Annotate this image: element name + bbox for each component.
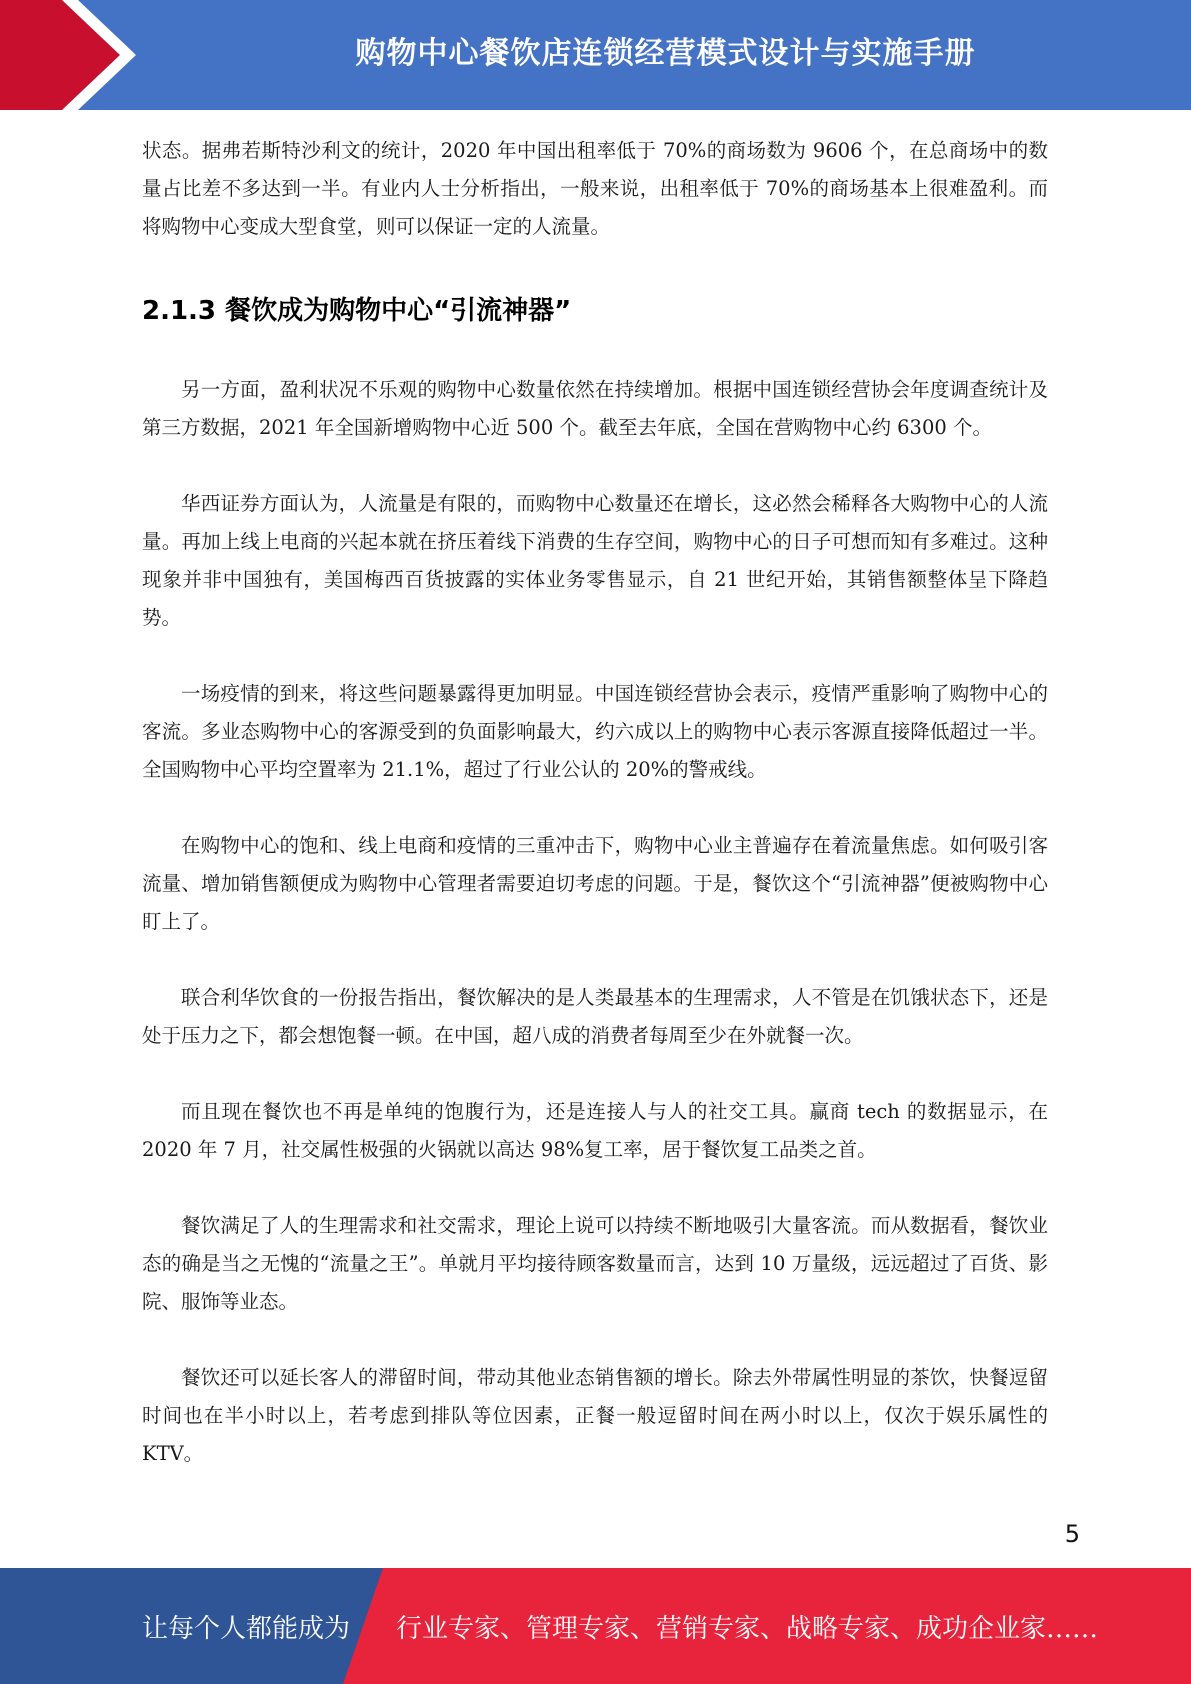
footer-slogan-right: 行业专家、管理专家、营销专家、战略专家、成功企业家…… bbox=[396, 1613, 1099, 1644]
page-footer bbox=[0, 1568, 1191, 1684]
body-paragraph: 华西证券方面认为，人流量是有限的，而购物中心数量还在增长，这必然会稀释各大购物中心的人流量。再加上线上电商的兴起本就在挤压着线下消费的生存空间，购物中心的日子可想而知有多难过。这种现象并非中国独有，美国梅西百货披露的实体业务零售显示，自 21 世纪开始，其销售额整体呈下降趋势。 bbox=[142, 492, 1048, 629]
body-paragraph: 而且现在餐饮也不再是单纯的饱腹行为，还是连接人与人的社交工具。赢商 tech 的数据显示，在 2020 年 7 月，社交属性极强的火锅就以高达 98%复工率，居于餐饮复工品类之首。 bbox=[142, 1100, 1048, 1161]
body-paragraph: 餐饮满足了人的生理需求和社交需求，理论上说可以持续不断地吸引大量客流。而从数据看，餐饮业态的确是当之无愧的“流量之王”。单就月平均接待顾客数量而言，达到 10 万量级，远远超过了百货、影院、服饰等业态。 bbox=[142, 1214, 1048, 1313]
page-header bbox=[0, 0, 1191, 110]
body-paragraph: 餐饮还可以延长客人的滞留时间，带动其他业态销售额的增长。除去外带属性明显的茶饮，快餐逗留时间也在半小时以上，若考虑到排队等位因素，正餐一般逗留时间在两小时以上，仅次于娱乐属性的 KTV。 bbox=[142, 1366, 1048, 1465]
document-title: 购物中心餐饮店连锁经营模式设计与实施手册 bbox=[355, 36, 976, 71]
body-paragraph: 联合利华饮食的一份报告指出，餐饮解决的是人类最基本的生理需求，人不管是在饥饿状态下，还是处于压力之下，都会想饱餐一顿。在中国，超八成的消费者每周至少在外就餐一次。 bbox=[142, 986, 1048, 1047]
page-number: 5 bbox=[1064, 1520, 1080, 1548]
page-content bbox=[142, 132, 1048, 1473]
body-paragraph: 一场疫情的到来，将这些问题暴露得更加明显。中国连锁经营协会表示，疫情严重影响了购物中心的客流。多业态购物中心的客源受到的负面影响最大，约六成以上的购物中心表示客源直接降低超过一半。全国购物中心平均空置率为 21.1%，超过了行业公认的 20%的警戒线。 bbox=[142, 682, 1048, 781]
header-arrow-decoration bbox=[0, 0, 160, 110]
footer-slogan-left: 让每个人都能成为 bbox=[142, 1613, 351, 1644]
section-heading: 2.1.3 餐饮成为购物中心“引流神器” bbox=[142, 296, 572, 326]
body-paragraph: 另一方面，盈利状况不乐观的购物中心数量依然在持续增加。根据中国连锁经营协会年度调查统计及第三方数据，2021 年全国新增购物中心近 500 个。截至去年底，全国在营购物中心约 6300 个。 bbox=[142, 378, 1048, 439]
intro-paragraph: 状态。据弗若斯特沙利文的统计，2020 年中国出租率低于 70%的商场数为 9606 个，在总商场中的数量占比差不多达到一半。有业内人士分析指出，一般来说，出租率低于 70%的商场基本上很难盈利。而将购物中心变成大型食堂，则可以保证一定的人流量。 bbox=[142, 139, 1048, 238]
body-paragraph: 在购物中心的饱和、线上电商和疫情的三重冲击下，购物中心业主普遍存在着流量焦虑。如何吸引客流量、增加销售额便成为购物中心管理者需要迫切考虑的问题。于是，餐饮这个“引流神器”便被购物中心盯上了。 bbox=[142, 834, 1048, 933]
